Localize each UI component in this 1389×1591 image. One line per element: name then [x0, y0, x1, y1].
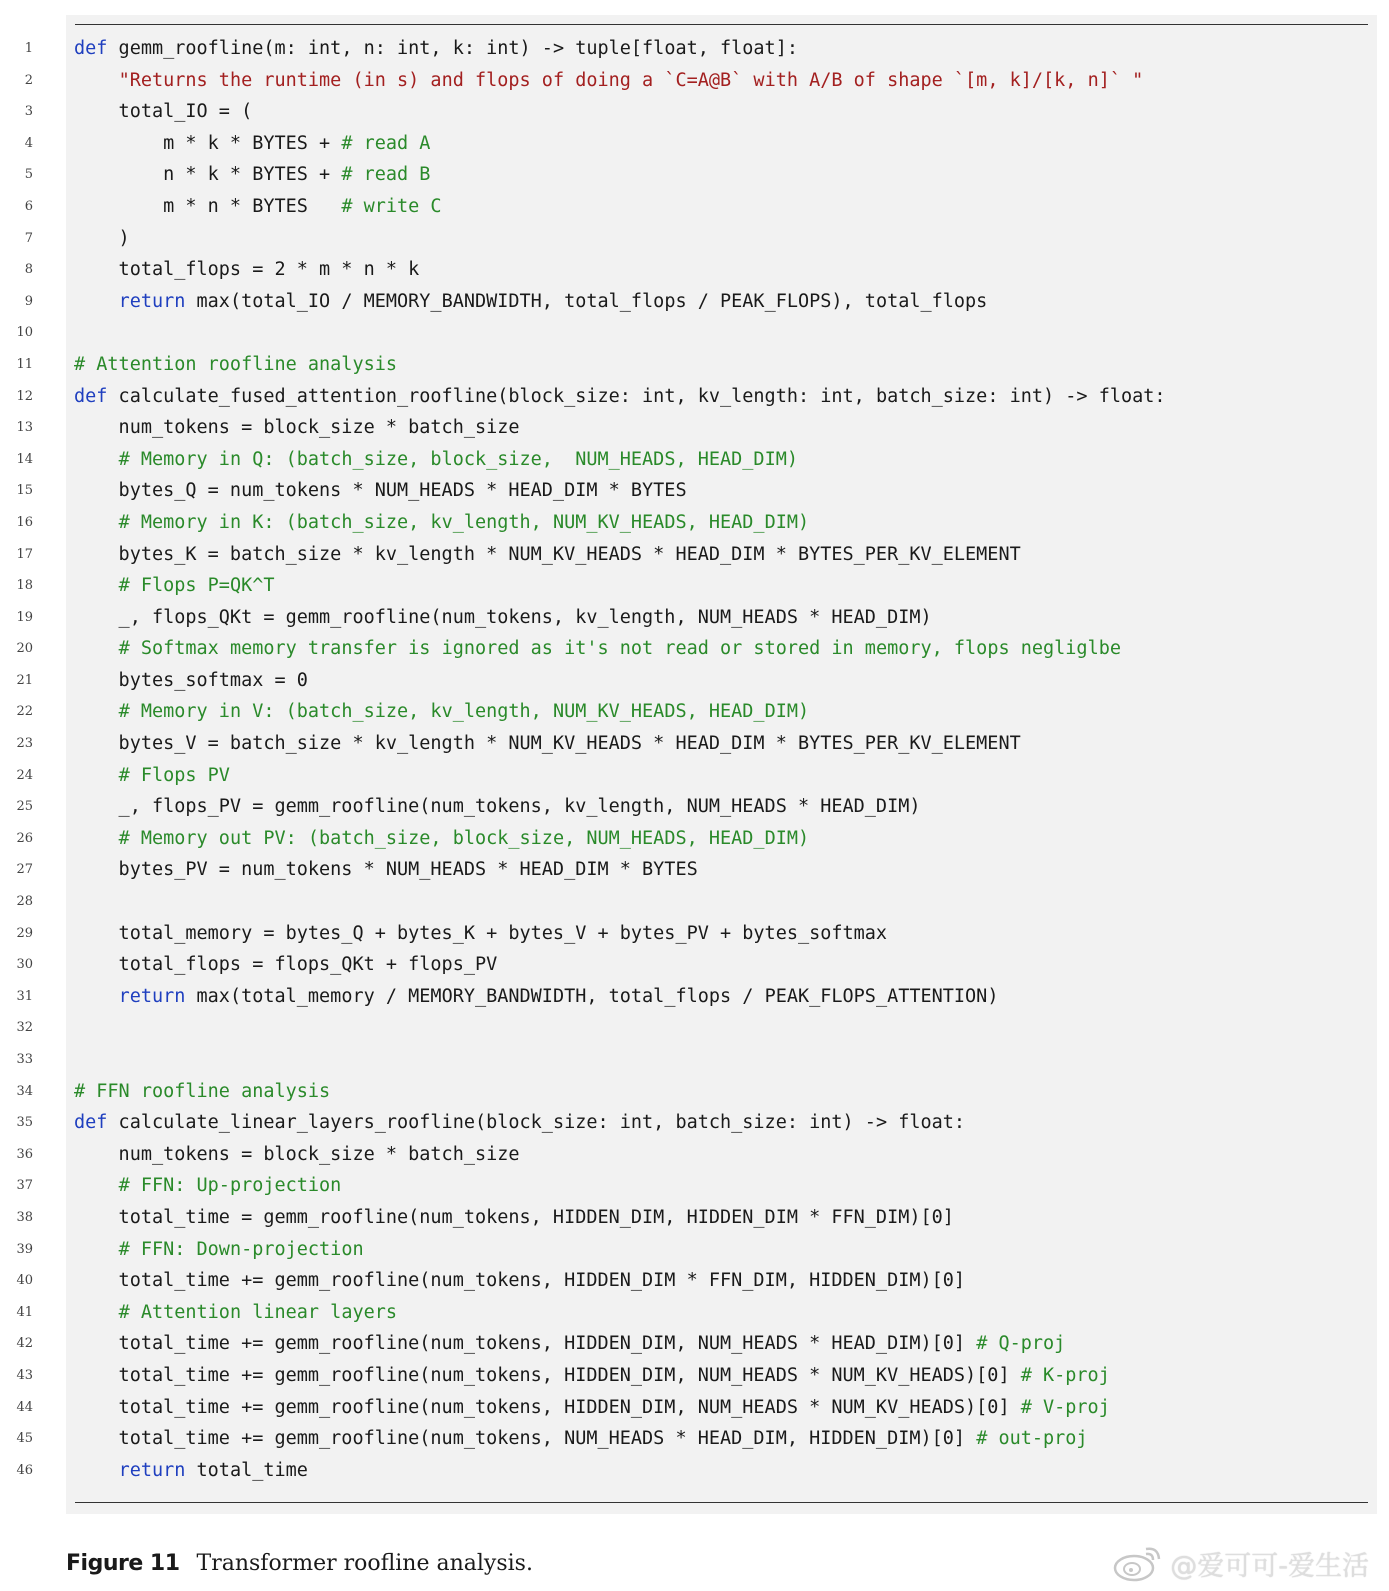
line-number: 20 — [16, 641, 33, 657]
comment-token: # Q-proj — [976, 1333, 1066, 1355]
line-number: 36 — [16, 1146, 33, 1162]
code-token: total_memory = bytes_Q + bytes_K + bytes_V + bytes_PV + bytes_softmax — [74, 922, 888, 944]
code-line — [0, 444, 1389, 476]
code-line — [0, 223, 1389, 255]
code-line — [0, 128, 1389, 160]
comment-token: # write C — [341, 195, 442, 217]
line-number: 33 — [16, 1052, 33, 1067]
code-text — [74, 96, 252, 128]
code-line — [0, 1265, 1389, 1297]
keyword-token: def — [74, 38, 108, 59]
code-text — [74, 1265, 965, 1297]
code-token — [74, 1175, 119, 1196]
line-number: 2 — [24, 72, 33, 88]
line-number: 21 — [16, 672, 33, 688]
line-number: 19 — [16, 609, 33, 625]
comment-token: # K-proj — [1020, 1364, 1110, 1386]
top-rule — [75, 24, 1368, 25]
code-text — [74, 854, 698, 886]
line-number: 8 — [24, 262, 33, 278]
code-text — [74, 381, 1166, 413]
code-token: total_flops = flops_QKt + flops_PV — [74, 954, 498, 976]
code-text — [74, 159, 430, 191]
code-token: total_time += gemm_roofline(num_tokens, HIDDEN_DIM, NUM_HEADS * HEAD_DIM)[0] — [74, 1333, 977, 1355]
line-number: 5 — [24, 167, 33, 183]
code-line — [0, 1076, 1389, 1108]
code-text — [74, 696, 809, 728]
line-number: 16 — [16, 514, 33, 530]
code-token — [74, 1460, 119, 1481]
code-token: n * k * BYTES + — [74, 164, 342, 186]
line-number: 27 — [16, 862, 33, 878]
code-token: bytes_PV = num_tokens * NUM_HEADS * HEAD_DIM * BYTES — [74, 859, 698, 881]
code-text — [74, 760, 230, 792]
watermark-text: @爱可可-爱生活 — [1170, 1550, 1369, 1582]
code-token — [74, 449, 119, 470]
code-line — [0, 570, 1389, 602]
code-line — [0, 1423, 1389, 1455]
line-number: 28 — [16, 894, 33, 910]
code-text — [74, 475, 687, 507]
code-text — [74, 223, 130, 255]
line-number: 12 — [16, 388, 33, 404]
line-number: 17 — [16, 546, 33, 562]
code-text — [74, 633, 1121, 665]
comment-token: # Memory out PV: (batch_size, block_size, NUM_HEADS, HEAD_DIM) — [118, 827, 810, 849]
line-number: 30 — [16, 957, 33, 973]
line-number: 45 — [16, 1431, 33, 1447]
line-number: 4 — [24, 135, 33, 151]
keyword-token: return — [118, 985, 186, 1007]
code-text — [74, 128, 430, 160]
code-line — [0, 381, 1389, 413]
comment-token: # Memory in Q: (batch_size, block_size, NUM_HEADS, HEAD_DIM) — [118, 448, 798, 470]
code-token: calculate_fused_attention_roofline(block_size: int, kv_length: int, batch_size: int) -> float: — [107, 385, 1166, 407]
code-text — [74, 1170, 341, 1202]
code-token: num_tokens = block_size * batch_size — [74, 417, 520, 439]
code-text — [74, 1328, 1065, 1360]
code-line — [0, 507, 1389, 539]
code-text — [74, 254, 419, 286]
code-text — [74, 981, 998, 1013]
code-line — [0, 159, 1389, 191]
line-number: 13 — [16, 420, 33, 436]
comment-token: # read B — [341, 164, 431, 186]
code-line — [0, 539, 1389, 571]
comment-token: # Softmax memory transfer is ignored as it's not read or stored in memory, flops negliglbe — [118, 638, 1121, 660]
code-token: total_time += gemm_roofline(num_tokens, HIDDEN_DIM, NUM_HEADS * NUM_KV_HEADS)[0] — [74, 1364, 1021, 1386]
code-token: total_time — [185, 1459, 308, 1481]
code-line — [0, 981, 1389, 1013]
code-line — [0, 1360, 1389, 1392]
code-text — [74, 539, 1021, 571]
weibo-logo-icon — [1112, 1543, 1164, 1583]
code-line — [0, 1202, 1389, 1234]
comment-token: # Memory in V: (batch_size, kv_length, NUM_KV_HEADS, HEAD_DIM) — [118, 701, 810, 723]
line-number: 11 — [16, 356, 33, 372]
code-line — [0, 633, 1389, 665]
code-token: bytes_Q = num_tokens * NUM_HEADS * HEAD_DIM * BYTES — [74, 480, 687, 502]
code-token: gemm_roofline(m: int, n: int, k: int) -> tuple[float, float]: — [107, 38, 798, 59]
code-token — [74, 986, 119, 1007]
watermark — [1112, 1543, 1369, 1583]
code-token: total_time += gemm_roofline(num_tokens, NUM_HEADS * HEAD_DIM, HIDDEN_DIM)[0] — [74, 1428, 977, 1450]
line-number: 43 — [16, 1367, 33, 1383]
code-line — [0, 886, 1389, 918]
code-line — [0, 760, 1389, 792]
comment-token: # V-proj — [1020, 1396, 1110, 1418]
line-number: 15 — [16, 483, 33, 499]
line-number: 40 — [16, 1273, 33, 1289]
line-number: 14 — [16, 451, 33, 467]
code-line — [0, 1328, 1389, 1360]
code-line — [0, 1392, 1389, 1424]
code-token: bytes_V = batch_size * kv_length * NUM_KV_HEADS * HEAD_DIM * BYTES_PER_KV_ELEMENT — [74, 733, 1021, 755]
code-line — [0, 1234, 1389, 1266]
code-line — [0, 33, 1389, 65]
code-line — [0, 475, 1389, 507]
comment-token: # Memory in K: (batch_size, kv_length, NUM_KV_HEADS, HEAD_DIM) — [118, 511, 810, 533]
code-line — [0, 1107, 1389, 1139]
line-number: 35 — [16, 1115, 33, 1131]
line-number: 31 — [16, 988, 33, 1004]
line-number: 32 — [16, 1020, 33, 1036]
code-line — [0, 949, 1389, 981]
comment-token: # Flops PV — [118, 764, 230, 786]
code-text — [74, 1202, 954, 1234]
code-line — [0, 728, 1389, 760]
code-text — [74, 65, 1143, 97]
comment-token: # FFN roofline analysis — [74, 1080, 331, 1102]
comment-token: # Flops P=QK^T — [118, 575, 275, 597]
code-token — [74, 765, 119, 786]
code-line — [0, 696, 1389, 728]
code-line — [0, 1170, 1389, 1202]
code-line — [0, 1455, 1389, 1487]
code-text — [74, 823, 809, 855]
code-token: max(total_IO / MEMORY_BANDWIDTH, total_flops / PEAK_FLOPS), total_flops — [185, 290, 988, 312]
code-text — [74, 286, 987, 318]
code-lines — [0, 33, 1389, 1486]
line-number: 23 — [16, 736, 33, 752]
code-line — [0, 918, 1389, 950]
figure-caption — [66, 1551, 533, 1576]
code-token: m * n * BYTES — [74, 195, 342, 217]
figure-caption-text: Transformer roofline analysis. — [196, 1551, 533, 1576]
code-text — [74, 949, 497, 981]
line-number: 34 — [16, 1083, 33, 1099]
string-token: "Returns the runtime (in s) and flops of doing a `C=A@B` with A/B of shape `[m, k]/[k, n]` " — [118, 69, 1144, 91]
code-text — [74, 412, 520, 444]
code-text — [74, 1455, 308, 1487]
comment-token: # Attention roofline analysis — [74, 353, 398, 375]
code-line — [0, 96, 1389, 128]
code-token: total_time += gemm_roofline(num_tokens, HIDDEN_DIM * FFN_DIM, HIDDEN_DIM)[0] — [74, 1270, 966, 1292]
code-text — [74, 1423, 1088, 1455]
line-number: 44 — [16, 1399, 33, 1415]
code-text — [74, 918, 887, 950]
line-number: 6 — [24, 198, 33, 214]
code-token: m * k * BYTES + — [74, 132, 342, 154]
keyword-token: def — [74, 1112, 108, 1134]
line-number: 10 — [16, 325, 33, 341]
code-line — [0, 191, 1389, 223]
line-number: 38 — [16, 1209, 33, 1225]
code-token — [74, 638, 119, 659]
code-text — [74, 728, 1021, 760]
code-line — [0, 854, 1389, 886]
line-number: 24 — [16, 767, 33, 783]
line-number: 26 — [16, 830, 33, 846]
keyword-token: def — [74, 385, 108, 407]
line-number: 29 — [16, 925, 33, 941]
code-token — [74, 1239, 119, 1260]
line-number: 3 — [24, 104, 33, 120]
code-text — [74, 1107, 965, 1139]
line-number: 37 — [16, 1178, 33, 1194]
code-line — [0, 602, 1389, 634]
code-token: _, flops_PV = gemm_roofline(num_tokens, kv_length, NUM_HEADS * HEAD_DIM) — [74, 796, 921, 818]
code-text — [74, 507, 809, 539]
bottom-rule — [75, 1502, 1368, 1503]
comment-token: # read A — [341, 132, 431, 154]
code-text — [74, 444, 798, 476]
comment-token: # out-proj — [976, 1428, 1088, 1450]
code-text — [74, 602, 932, 634]
code-line — [0, 1297, 1389, 1329]
code-text — [74, 1234, 364, 1266]
code-token: total_IO = ( — [74, 101, 253, 123]
code-line — [0, 1139, 1389, 1171]
code-token — [74, 1302, 119, 1323]
code-line — [0, 286, 1389, 318]
code-line — [0, 65, 1389, 97]
code-line — [0, 1044, 1389, 1076]
code-token — [74, 575, 119, 596]
code-token: bytes_K = batch_size * kv_length * NUM_KV_HEADS * HEAD_DIM * BYTES_PER_KV_ELEMENT — [74, 543, 1021, 565]
line-number: 7 — [24, 230, 33, 246]
code-line — [0, 412, 1389, 444]
code-token: _, flops_QKt = gemm_roofline(num_tokens, kv_length, NUM_HEADS * HEAD_DIM) — [74, 606, 932, 628]
line-number: 18 — [16, 578, 33, 594]
code-text — [74, 1076, 330, 1108]
code-text — [74, 1139, 520, 1171]
code-token — [74, 828, 119, 849]
figure-label: Figure 11 — [66, 1551, 180, 1576]
code-text — [74, 1360, 1110, 1392]
code-token: calculate_linear_layers_roofline(block_size: int, batch_size: int) -> float: — [107, 1112, 966, 1134]
code-token: ) — [74, 227, 130, 249]
code-token: total_flops = 2 * m * n * k — [74, 259, 420, 281]
code-line — [0, 1012, 1389, 1044]
code-line — [0, 349, 1389, 381]
code-line — [0, 791, 1389, 823]
code-token: total_time = gemm_roofline(num_tokens, HIDDEN_DIM, HIDDEN_DIM * FFN_DIM)[0] — [74, 1206, 954, 1228]
code-line — [0, 665, 1389, 697]
code-line — [0, 317, 1389, 349]
code-token — [74, 512, 119, 533]
code-line — [0, 254, 1389, 286]
line-number: 25 — [16, 799, 33, 815]
code-text — [74, 191, 442, 223]
line-number: 41 — [16, 1304, 33, 1320]
keyword-token: return — [118, 1459, 186, 1481]
code-text — [74, 1392, 1110, 1424]
code-token — [74, 70, 119, 91]
code-token: num_tokens = block_size * batch_size — [74, 1143, 520, 1165]
line-number: 39 — [16, 1241, 33, 1257]
code-text — [74, 791, 920, 823]
code-text — [74, 570, 275, 602]
comment-token: # FFN: Down-projection — [118, 1238, 364, 1260]
code-token: total_time += gemm_roofline(num_tokens, HIDDEN_DIM, NUM_HEADS * NUM_KV_HEADS)[0] — [74, 1396, 1021, 1418]
line-number: 42 — [16, 1336, 33, 1352]
code-text — [74, 1297, 397, 1329]
code-token: max(total_memory / MEMORY_BANDWIDTH, total_flops / PEAK_FLOPS_ATTENTION) — [185, 985, 999, 1007]
code-token — [74, 291, 119, 312]
comment-token: # FFN: Up-projection — [118, 1175, 342, 1197]
line-number: 9 — [24, 293, 33, 309]
code-text — [74, 33, 798, 65]
code-line — [0, 823, 1389, 855]
code-text — [74, 349, 397, 381]
code-token — [74, 701, 119, 722]
line-number: 46 — [16, 1462, 33, 1478]
line-number: 22 — [16, 704, 33, 720]
code-text — [74, 665, 308, 697]
code-token: bytes_softmax = 0 — [74, 669, 308, 691]
line-number: 1 — [24, 41, 33, 56]
comment-token: # Attention linear layers — [118, 1301, 398, 1323]
keyword-token: return — [118, 290, 186, 312]
